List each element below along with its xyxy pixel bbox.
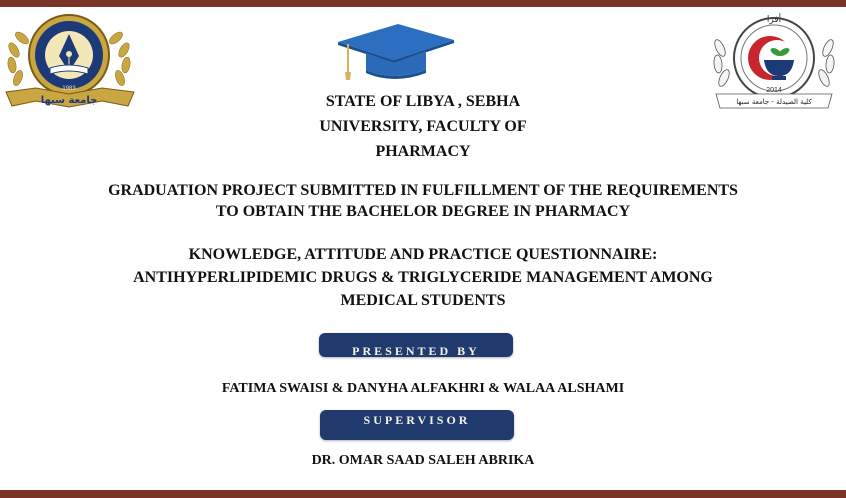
submission-line: TO OBTAIN THE BACHELOR DEGREE IN PHARMACY — [215, 203, 631, 220]
supervisor-name: DR. OMAR SAAD SALEH ABRIKA — [311, 453, 535, 468]
submission-line: GRADUATION PROJECT SUBMITTED IN FULFILLMENT OF THE REQUIREMENTS — [108, 182, 738, 199]
right-logo-top-text: أفرا — [766, 15, 782, 25]
project-title — [0, 243, 846, 312]
authors-names: FATIMA SWAISI & DANYHA ALFAKHRI & WALAA ALSHAMI — [221, 381, 625, 396]
project-title-line: MEDICAL STUDENTS — [340, 292, 506, 309]
left-logo-arabic-name: جامعة سبها — [40, 95, 98, 106]
right-logo-arabic-name: كلية الصيدلة - جامعة سبها — [736, 98, 812, 106]
graduation-cap-icon — [336, 20, 456, 82]
right-logo-year: 2014 — [766, 87, 782, 94]
institution-line: STATE OF LIBYA , SEBHA — [325, 93, 521, 110]
left-logo-year: 1983 — [62, 86, 76, 92]
project-title-line: KNOWLEDGE, ATTITUDE AND PRACTICE QUESTIONNAIRE: — [188, 246, 658, 263]
submission-statement — [0, 180, 846, 222]
top-border — [0, 0, 846, 7]
institution-line: UNIVERSITY, FACULTY OF — [319, 118, 527, 135]
bottom-border — [0, 490, 846, 498]
project-title-line: ANTIHYPERLIPIDEMIC DRUGS & TRIGLYCERIDE MANAGEMENT AMONG — [133, 269, 713, 286]
institution-line: PHARMACY — [375, 143, 471, 160]
presented-by-label: PRESENTED BY — [319, 333, 513, 357]
supervisor-label: SUPERVISOR — [320, 410, 514, 440]
institution-block — [0, 89, 846, 164]
